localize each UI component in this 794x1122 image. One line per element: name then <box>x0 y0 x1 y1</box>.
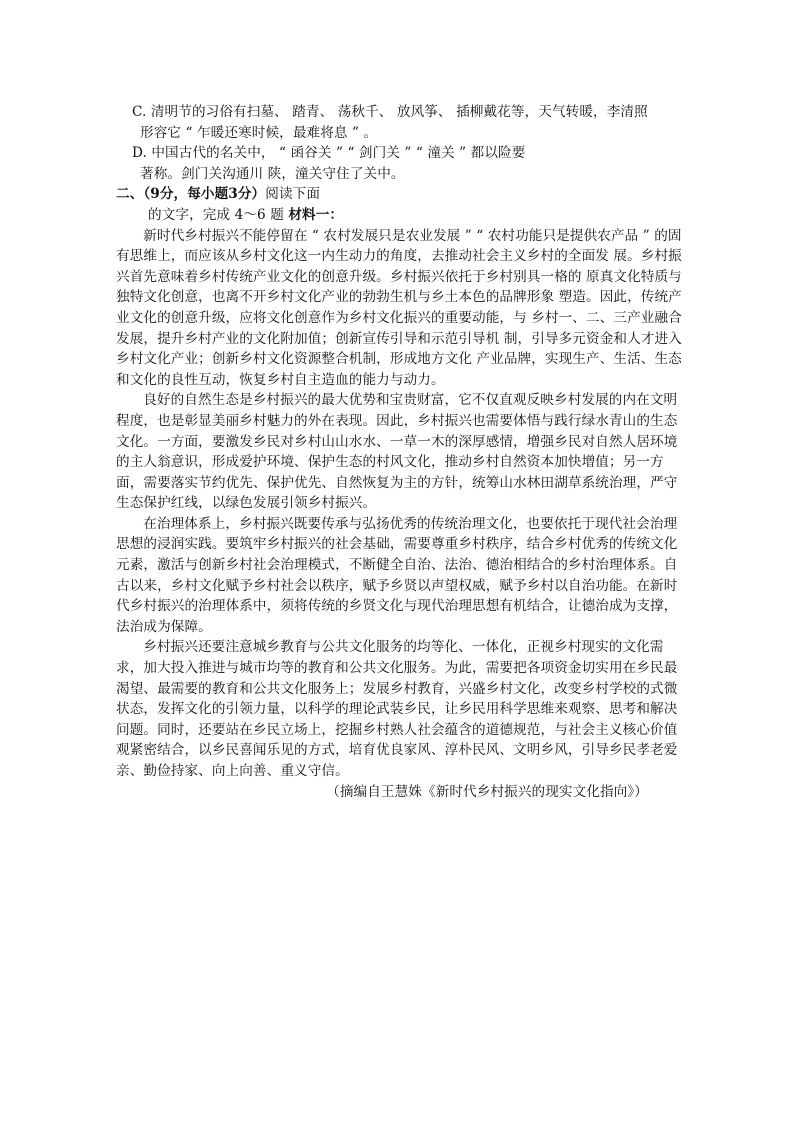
source-citation: （摘编自王慧姝《新时代乡村振兴的现实文化指向》） <box>326 783 648 800</box>
section-instruction-text: 的文字，完成 4～6 题 <box>148 206 284 223</box>
material-label: 材料一： <box>288 206 344 223</box>
section-heading <box>116 184 686 205</box>
option-d-line1: D. 中国古代的名关中， “ 函谷关 ” “ 剑门关 ” “ 潼关 ” 都以险要 <box>132 145 526 162</box>
option-c-line1: C. 清明节的习俗有扫墓、 踏青、 荡秋千、 放风筝、 插柳戴花等，天气转暖，李清照 <box>132 104 648 120</box>
paragraph-3: 在治理体系上，乡村振兴既要传承与弘扬优秀的传统治理文化，也要依托于现代社会治理思想的浸润实践。要筑牢乡村振兴的社会基础，需要尊重乡村秩序，结合乡村优秀的传统文化元素，激活与创新乡村社会治理模式，不断健全自治、法治、德治相结合的乡村治理体系。自古以来，乡村文化赋予乡村社会以秩序，赋予乡贤以声望权威，赋予乡村以自治功能。在新时代乡村振兴的治理体系中，须将传统的乡贤文化与现代治理思想有机结合，让德治成为支撑，法治成为保障。 <box>116 515 678 635</box>
paragraph-1: 新时代乡村振兴不能停留在 “ 农村发展只是农业发展 ” “ 农村功能只是提供农产品 ” 的固有思维上，而应该从乡村文化这一内生动力的角度，去推动社会主义乡村的全面发 展。乡村振兴首先意味着乡村传统产业文化的创意升级。乡村振兴依托于乡村别具一格的 原真文化特质与独特文化创意，也离不开乡村文化产业的勃勃生机与乡土本色的品牌形象 塑造。因此，传统产业文化的创意升级，应将文化创意作为乡村文化振兴的重要动能，与 乡村一、二、三产业融合发展，提升乡村产业的文化附加值；创新宣传引导和示范引导机 制，引导多元资金和人才进入乡村文化产业；创新乡村文化资源整合机制，形成地方文化 产业品牌，实现生产、生活、生态和文化的良性互动，恢复乡村自主造血的能力与动力。 <box>116 227 682 388</box>
section-heading-tail: 阅读下面 <box>265 186 321 203</box>
section-instruction <box>116 205 686 226</box>
option-d-line2: 著称。剑门关沟通川 陕，潼关守住了关中。 <box>140 165 405 182</box>
paragraph-4: 乡村振兴还要注意城乡教育与公共文化服务的均等化、一体化，正视乡村现实的文化需求，加大投入推进与城市均等的教育和公共文化服务。为此，需要把各项资金切实用在乡民最渴望、最需要的教育和公共文化服务上；发展乡村教育，兴盛乡村文化，改变乡村学校的式微状态，发挥文化的引领力量，以科学的理论武装乡民，让乡民用科学思维来观察、思考和解决问题。同时，还要站在乡民立场上，挖掘乡村熟人社会蕴含的道德规范，与社会主义核心价值观紧密结合，以乡民喜闻乐见的方式，培育优良家风、淳朴民风、文明乡风，引导乡民孝老爱亲、勤俭持家、向上向善、重义守信。 <box>116 639 678 779</box>
option-c-line2: 形容它 “ 乍暖还寒时候，最难将息 ” 。 <box>140 124 378 141</box>
section-heading-label: 二、（9分，每小题3分） <box>116 186 266 203</box>
paragraph-2: 良好的自然生态是乡村振兴的最大优势和宝贵财富，它不仅直观反映乡村发展的内在文明程度，也是彰显美丽乡村魅力的外在表现。因此，乡村振兴也需要体悟与践行绿水青山的生态文化。一方面，要激发乡民对乡村山山水水、一草一木的深厚感情，增强乡民对自然人居环境的主人翁意识，形成爱护环境、保护生态的村风文化，推动乡村自然资本加快增值；另一方面，需要落实节约优先、保护优先、自然恢复为主的方针，统筹山水林田湖草系统治理，严守生态保护红线，以绿色发展引领乡村振兴。 <box>116 392 678 512</box>
document-page <box>116 102 686 802</box>
